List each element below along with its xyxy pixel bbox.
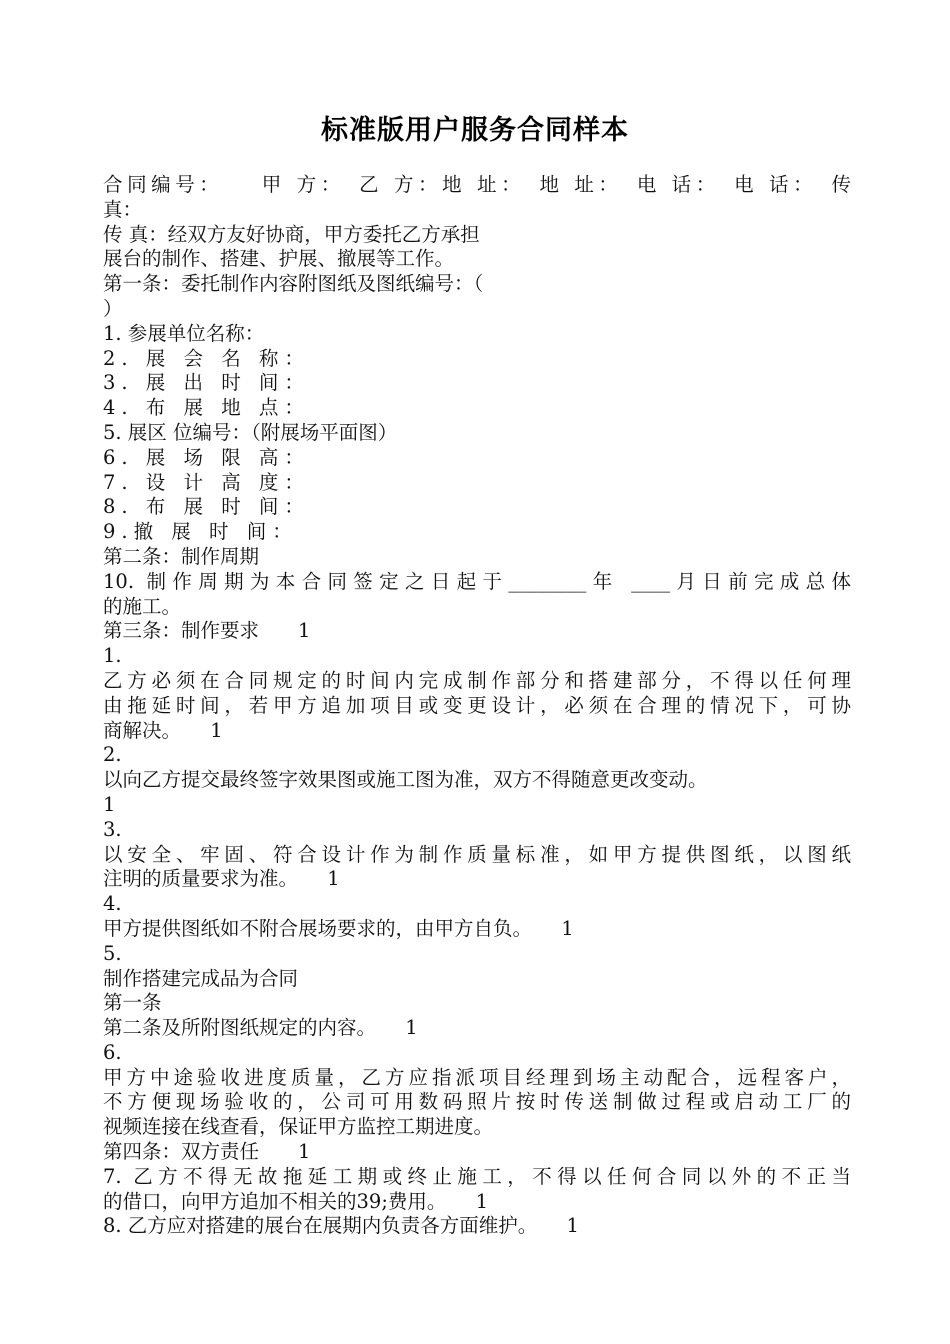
text-line: 以向乙方提交最终签字效果图或施工图为准，双方不得随意更改变动。 [103,768,708,792]
text-line: 由拖延时间，若甲方追加项目或变更设计，必须在合理的情况下，可协 [103,693,851,717]
list-item: 7. 设 计 高 度： [103,470,310,494]
header-fields-line: 合同编号： 甲 方： 乙 方：地 址： 地 址： 电 话： 电 话： 传 [103,173,851,196]
contract-body [103,173,851,1239]
text-line: 展台的制作、搭建、护展、撤展等工作。 [103,247,455,271]
item-number: 5. [103,941,122,965]
text-line: 以安全、牢固、符合设计作为制作质量标准，如甲方提供图纸，以图纸 [103,842,851,866]
text-line: 第一条 [103,991,162,1015]
text-line: 商解决。 1 [103,718,223,742]
list-item: 9.撤 展 时 间： [103,520,298,544]
text-line: 8. 乙方应对搭建的展台在展期内负责各方面维护。 1 [103,1214,579,1238]
text-line: 甲方提供图纸如不附合展场要求的，由甲方自负。 1 [103,916,574,940]
item-number: 4. [103,892,122,916]
text-line: 制作搭建完成品为合同 [103,966,299,990]
article-heading: 第三条：制作要求 1 [103,619,311,643]
text-line: 真： [103,197,143,221]
list-item: 3. 展 出 时 间： [103,371,310,395]
article-heading: 第二条：制作周期 [103,544,260,568]
item-number: 3. [103,817,122,841]
list-item: 5. 展区 位编号：（附展场平面图） [103,420,398,444]
text-line: 第二条及所附图纸规定的内容。 1 [103,1016,418,1040]
list-item: 8. 布 展 时 间： [103,495,310,519]
list-item: 6. 展 场 限 高： [103,445,310,469]
text-line: 视频连接在线查看，保证甲方监控工期进度。 [103,1115,494,1139]
text-line: 的借口，向甲方追加不相关的39;费用。 1 [103,1189,489,1213]
list-item: 2. 展 会 名 称： [103,346,310,370]
item-number: 6. [103,1040,122,1064]
item-number: 1. [103,644,122,668]
article-heading: 第四条：双方责任 1 [103,1140,311,1164]
text-line: 甲方中途验收进度质量，乙方应指派项目经理到场主动配合，远程客户， [103,1065,851,1089]
text-line: 7. 乙方不得无故拖延工期或终止施工，不得以任何合同以外的不正当 [103,1164,851,1188]
list-item: 4. 布 展 地 点： [103,396,310,420]
item-number: 2. [103,743,122,767]
article-heading: 第一条：委托制作内容附图纸及图纸编号：（ [103,272,484,296]
text-line: 注明的质量要求为准。 1 [103,867,340,891]
text-line: ） [103,296,123,320]
text-line: 10. 制作周期为本合同签定之日起于________年 ____月日前完成总体 [103,569,851,593]
document-title: 标准版用户服务合同样本 [321,115,629,146]
text-line: 的施工。 [103,594,182,618]
text-line: 1 [103,792,116,816]
text-line: 不方便现场验收的，公司可用数码照片按时传送制做过程或启动工厂的 [103,1090,851,1114]
text-line: 传 真：经双方友好协商，甲方委托乙方承担 [103,222,480,246]
list-item: 1. 参展单位名称： [103,321,265,345]
text-line: 乙方必须在合同规定的时间内完成制作部分和搭建部分，不得以任何理 [103,668,851,692]
